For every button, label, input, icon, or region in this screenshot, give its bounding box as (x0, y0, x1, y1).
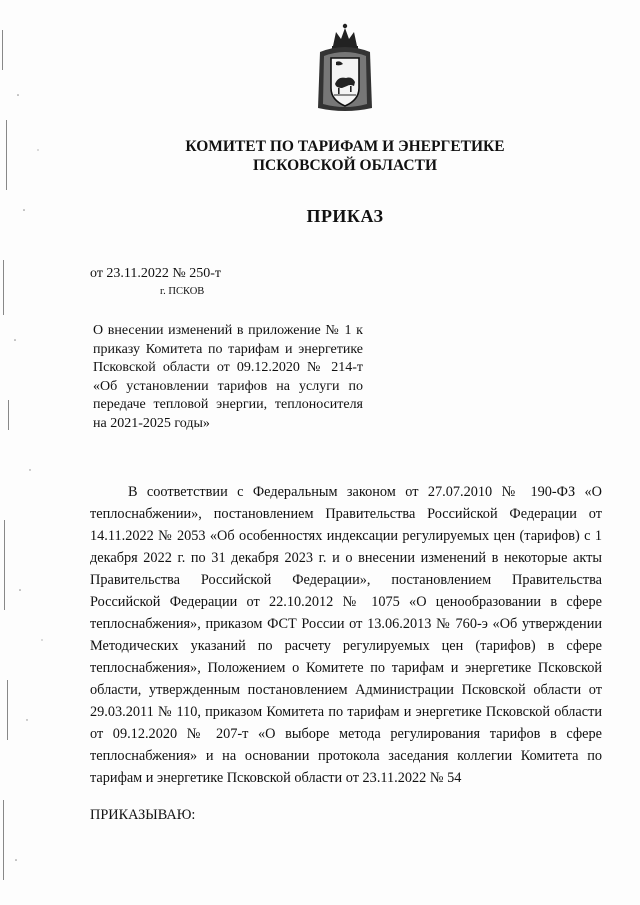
document-type-title: ПРИКАЗ (306, 206, 384, 226)
committee-name (140, 137, 550, 175)
document-date-number: от 23.11.2022 № 250-т (90, 266, 222, 281)
committee-name-line-1: КОМИТЕТ ПО ТАРИФАМ И ЭНЕРГЕТИКЕ (185, 138, 505, 155)
document-subject: О внесении изменений в приложение № 1 к приказу Комитета по тарифам и энергетике Псковской области от 09.12.2020 № 214-т «Об установлении тарифов на услуги по передаче тепловой энергии, теплоносителя на 2021-2025 годы» (93, 323, 363, 431)
document-city: г. ПСКОВ (160, 286, 205, 297)
scan-edge-noise (0, 0, 60, 905)
order-word: ПРИКАЗЫВАЮ: (90, 807, 196, 823)
pskov-coat-of-arms-icon (316, 22, 374, 114)
committee-name-line-2: ПСКОВСКОЙ ОБЛАСТИ (252, 157, 437, 174)
preamble-paragraph: В соответствии с Федеральным законом от 27.07.2010 № 190-ФЗ «О теплоснабжении», постановлением Правительства Российской Федерации от 14.11.2022 № 2053 «Об особенностях индексации регулируемых цен (тарифов) с 1 декабря 2022 г. по 31 декабря 2023 г. и о внесении изменений в некоторые акты Правительства Российской Федерации», постановлением Правительства Российской Федерации от 22.10.2012 № 1075 «О ценообразовании в сфере теплоснабжения», приказом ФСТ России от 13.06.2013 № 760-э «Об утверждении Методических указаний по расчету регулируемых цен (тарифов) в сфере теплоснабжения», Положением о Комитете по тарифам и энергетике Псковской области, утвержденным постановлением Администрации Псковской области от 29.03.2011 № 110, приказом Комитета по тарифам и энергетике Псковской области от 09.12.2020 № 207-т «О выборе метода регулирования тарифов в сфере теплоснабжения» и на основании протокола заседания коллегии Комитета по тарифам и энергетике Псковской области от 23.11.2022 № 54 (90, 484, 602, 786)
